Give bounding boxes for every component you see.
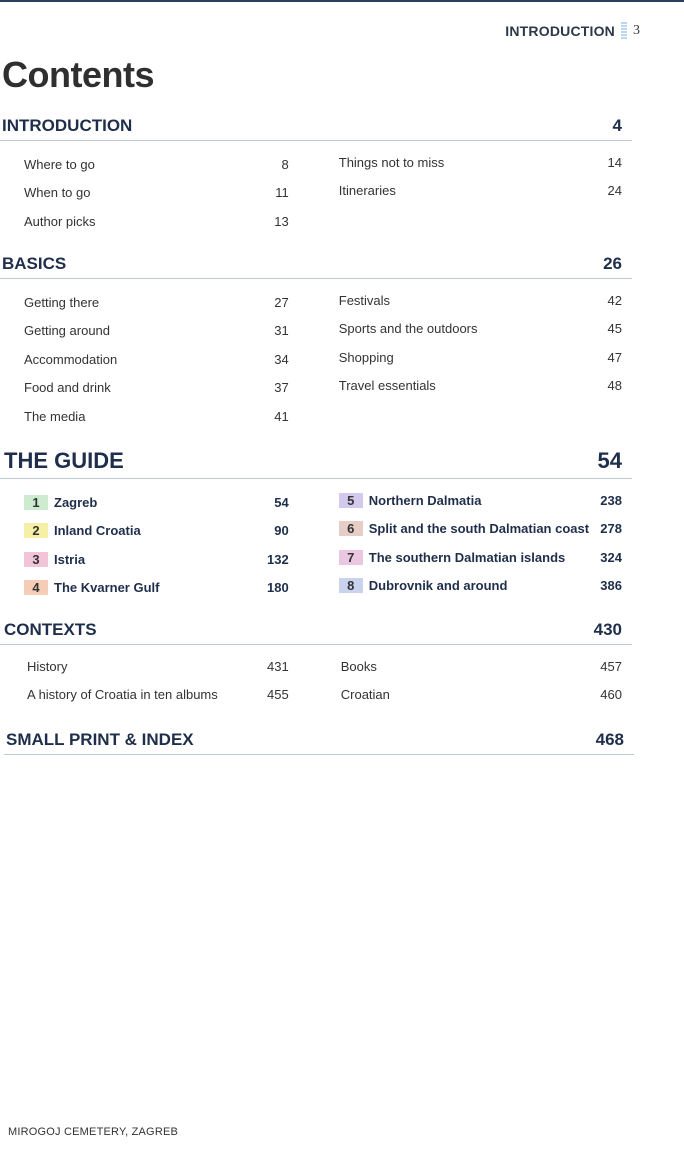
toc-entry-page: 24 <box>607 183 622 199</box>
toc-entry-label: Accommodation <box>24 351 118 367</box>
column-left <box>0 155 315 240</box>
toc-entry[interactable] <box>0 659 315 687</box>
section-guide <box>0 448 632 607</box>
column-left <box>0 493 315 607</box>
toc-entry-page: 31 <box>274 323 289 339</box>
toc-entry-page: 42 <box>607 293 622 308</box>
toc-entry-page: 48 <box>607 378 622 394</box>
chapter-page: 54 <box>274 495 289 510</box>
toc-entry-page: 47 <box>607 349 622 365</box>
page-title: Contents <box>2 54 154 95</box>
column-right <box>339 293 632 435</box>
toc-entry-page: 431 <box>267 659 289 674</box>
section-small-print <box>4 730 634 755</box>
chapter-number-badge: 1 <box>24 495 48 510</box>
chapter-title: Split and the south Dalmatian coast <box>368 521 590 537</box>
section-header-basics[interactable] <box>0 254 632 279</box>
section-title: SMALL PRINT & INDEX <box>6 730 194 749</box>
guide-chapter[interactable] <box>339 493 632 521</box>
toc-entry-page: 14 <box>607 155 622 170</box>
chapter-number-badge: 5 <box>339 493 363 508</box>
section-header-guide[interactable] <box>0 448 632 479</box>
toc-entry-label: Croatian <box>340 687 390 703</box>
toc-entry[interactable] <box>0 380 315 408</box>
section-title: INTRODUCTION <box>2 116 133 135</box>
toc-entry-label: Food and drink <box>24 380 111 396</box>
toc-entry-label: Where to go <box>24 157 95 172</box>
toc-entry-page: 457 <box>600 659 622 674</box>
toc-entry[interactable] <box>339 321 632 349</box>
toc-entry[interactable] <box>0 295 315 323</box>
toc-entry[interactable] <box>0 352 315 380</box>
toc-entry-page: 34 <box>274 351 289 367</box>
guide-chapter[interactable] <box>0 580 315 608</box>
chapter-title: The Kvarner Gulf <box>54 580 160 596</box>
toc-entry-page: 11 <box>275 185 289 201</box>
column-left <box>0 659 315 716</box>
toc-entry-page: 455 <box>267 687 289 703</box>
toc-entry-label: Sports and the outdoors <box>338 321 478 337</box>
toc-entry-label: Itineraries <box>338 183 396 199</box>
running-head-marker <box>621 22 627 40</box>
guide-chapter[interactable] <box>339 521 632 549</box>
chapter-number-badge: 6 <box>339 521 363 536</box>
section-header-contexts[interactable] <box>0 620 632 645</box>
section-page: 4 <box>612 116 622 135</box>
section-title: THE GUIDE <box>4 448 124 473</box>
toc-entry-label: Travel essentials <box>338 378 436 394</box>
column-right <box>339 155 632 240</box>
toc-entry-page: 41 <box>274 408 289 424</box>
toc-entry[interactable] <box>339 378 632 406</box>
chapter-number-badge: 2 <box>24 523 48 538</box>
toc-entry-page: 8 <box>281 157 289 172</box>
running-head <box>505 22 640 40</box>
toc-entry[interactable] <box>339 293 632 321</box>
toc-entry-label: Festivals <box>338 293 391 308</box>
chapter-page: 278 <box>600 521 622 537</box>
section-header-introduction[interactable] <box>0 116 632 141</box>
toc-entry-label: Getting there <box>24 295 100 310</box>
column-right <box>339 659 632 716</box>
chapter-page: 386 <box>600 578 622 594</box>
chapter-title: The southern Dalmatian islands <box>368 549 566 565</box>
section-title: BASICS <box>2 254 67 273</box>
toc-entry-label: Author picks <box>24 213 96 229</box>
section-introduction <box>0 116 632 240</box>
section-header-small-print[interactable] <box>4 730 634 755</box>
section-page: 468 <box>595 730 624 749</box>
toc-entry[interactable] <box>339 687 632 715</box>
top-rule <box>0 0 684 2</box>
toc-entry[interactable] <box>0 157 315 185</box>
photo-caption: MIROGOJ CEMETERY, ZAGREB <box>8 1126 179 1138</box>
guide-chapter[interactable] <box>0 495 315 523</box>
chapter-title: Zagreb <box>54 495 98 510</box>
toc-entry[interactable] <box>339 350 632 378</box>
chapter-page: 90 <box>274 523 289 539</box>
toc-entry-label: History <box>27 659 68 674</box>
chapter-number-badge: 3 <box>24 552 48 567</box>
section-page: 430 <box>593 620 622 639</box>
chapter-title: Istria <box>54 551 86 567</box>
chapter-page: 238 <box>600 493 622 508</box>
chapter-page: 324 <box>600 549 622 565</box>
section-title: CONTEXTS <box>4 620 97 639</box>
toc-entry[interactable] <box>339 183 632 211</box>
guide-chapter[interactable] <box>0 523 315 551</box>
section-page: 26 <box>603 254 622 273</box>
toc-entry-page: 460 <box>600 687 622 703</box>
toc-entry-page: 37 <box>274 380 289 396</box>
toc-entry-label: A history of Croatia in ten albums <box>27 687 218 703</box>
toc-entry[interactable] <box>0 214 315 242</box>
toc-entry-label: The media <box>24 408 86 424</box>
chapter-number-badge: 4 <box>24 580 48 595</box>
chapter-title: Inland Croatia <box>54 523 141 539</box>
section-contexts <box>0 620 632 716</box>
toc-entry[interactable] <box>0 185 315 213</box>
chapter-title: Dubrovnik and around <box>368 578 508 594</box>
toc-entry-label: Shopping <box>338 349 394 365</box>
toc-entry-label: Books <box>340 659 377 674</box>
toc-entry-label: When to go <box>24 185 91 201</box>
toc-entry[interactable] <box>339 659 632 687</box>
page-number: 3 <box>633 23 640 38</box>
chapter-page: 180 <box>267 580 289 596</box>
guide-chapter[interactable] <box>339 550 632 578</box>
toc-entry-label: Things not to miss <box>338 155 445 170</box>
chapter-page: 132 <box>267 551 289 567</box>
toc-entry-page: 45 <box>607 321 622 337</box>
toc-entry[interactable] <box>0 409 315 437</box>
section-page: 54 <box>597 448 622 473</box>
chapter-number-badge: 7 <box>339 550 363 565</box>
running-head-title: INTRODUCTION <box>505 23 615 39</box>
guide-chapter[interactable] <box>0 552 315 580</box>
chapter-number-badge: 8 <box>339 578 363 593</box>
toc-entry-label: Getting around <box>24 323 111 339</box>
toc-entry[interactable] <box>0 323 315 351</box>
column-left <box>0 293 315 435</box>
chapter-title: Northern Dalmatia <box>368 493 482 508</box>
section-basics <box>0 254 632 435</box>
toc-entry[interactable] <box>339 155 632 183</box>
column-right <box>339 493 632 607</box>
guide-chapter[interactable] <box>339 578 632 606</box>
toc-entry-page: 13 <box>274 213 289 229</box>
toc-entry-page: 27 <box>274 295 289 310</box>
toc-entry[interactable] <box>0 687 315 715</box>
